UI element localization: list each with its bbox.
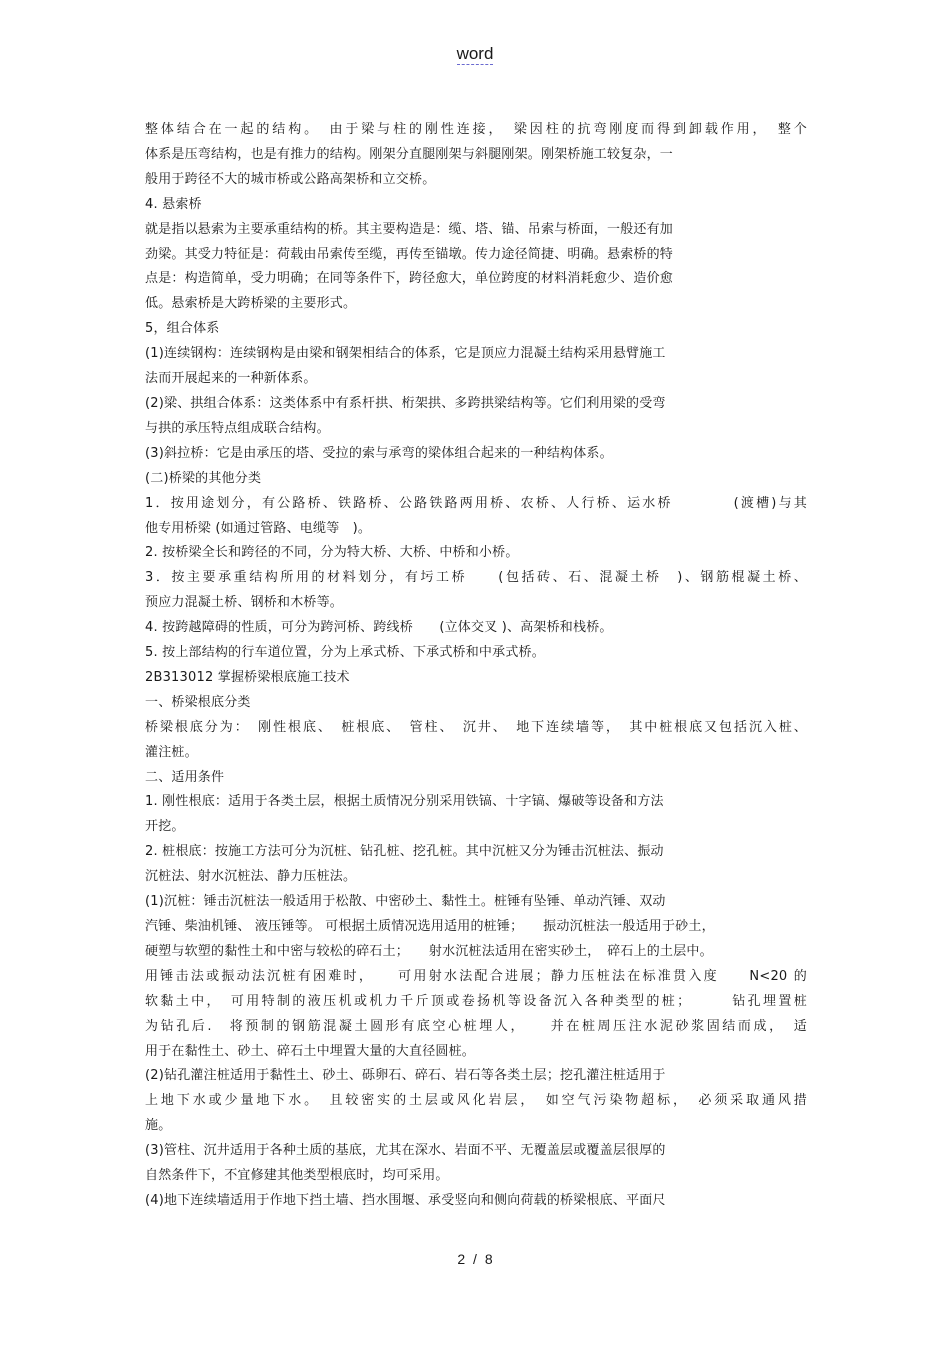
text-line: (1)连续钢构：连续钢构是由梁和钢架相结合的体系，它是顶应力混凝土结构采用悬臂施工 [145,346,666,362]
text-line: 上地下水或少量地下水。 且较密实的土层或风化岩层， 如空气污染物超标， 必须采取通风措 [145,1093,807,1109]
text-line: (2)钻孔灌注桩适用于黏性土、砂土、砾卵石、碎石、岩石等各类土层；挖孔灌注桩适用于 [145,1068,666,1084]
document-body [145,118,807,1214]
text-line: 点是：构造简单，受力明确；在同等条件下，跨径愈大，单位跨度的材料消耗愈少、造价愈 [145,271,674,287]
text-line: 体系是压弯结构，也是有推力的结构。刚架分直腿刚架与斜腿刚架。刚架桥施工较复杂，一 [145,146,674,162]
text-line: 用于在黏性土、砂土、碎石土中埋置大量的大直径圆桩。 [145,1043,476,1059]
text-line: 一、桥梁根底分类 [145,694,251,710]
text-line: 4. 悬索桥 [145,196,202,212]
text-line: 就是指以悬索为主要承重结构的桥。其主要构造是：缆、塔、锚、吊索与桥面，一般还有加 [145,221,674,237]
text-line: 二、适用条件 [145,769,225,785]
text-line: 预应力混凝土桥、钢桥和木桥等。 [145,595,344,611]
text-line: 施。 [145,1118,172,1134]
text-line: 劲梁。其受力特征是：荷载由吊索传至缆，再传至锚墩。传力途径简捷、明确。悬索桥的特 [145,246,674,262]
text-line: 自然条件下，不宜修建其他类型根底时，均可采用。 [145,1168,449,1184]
text-line: 2. 按桥梁全长和跨径的不同，分为特大桥、大桥、中桥和小桥。 [145,545,519,561]
text-line: 硬塑与软塑的黏性土和中密与较松的碎石土； 射水沉桩法适用在密实砂土， 碎石上的土层中。 [145,943,713,959]
text-line: 为钻孔后. 将预制的钢筋混凝土圆形有底空心桩埋人， 并在桩周压注水泥砂浆固结而成， 适 [145,1018,807,1034]
text-line: 1. 刚性根底：适用于各类土层，根据土质情况分别采用铁镐、十字镐、爆破等设备和方法 [145,794,664,810]
text-line: 灌注桩。 [145,744,198,760]
text-line: 汽锤、柴油机锤、 液压锤等。 可根据土质情况选用适用的桩锤； 振动沉桩法一般适用于砂土， [145,919,715,934]
text-line: 法而开展起来的一种新体系。 [145,371,317,387]
text-line: 低。悬索桥是大跨桥梁的主要形式。 [145,296,357,312]
text-line: 他专用桥梁 (如通过管路、电缆等 )。 [145,520,372,536]
text-line: (1)沉桩：锤击沉桩法一般适用于松散、中密砂土、黏性土。桩锤有坠锤、单动汽锤、双动 [145,894,666,910]
page-number: 2 / 8 [457,1251,493,1267]
text-line: 用锤击法或振动法沉桩有困难时， 可用射水法配合进展；静力压桩法在标准贯入度 N<20 的 [145,968,807,984]
text-line: 2. 桩根底：按施工方法可分为沉桩、钻孔桩、挖孔桩。其中沉桩又分为锤击沉桩法、振动 [145,844,664,860]
page-header [0,44,950,64]
text-line: 5，组合体系 [145,321,220,337]
text-line: 软黏土中， 可用特制的液压机或机力千斤顶或卷扬机等设备沉入各种类型的桩； 钻孔埋置桩 [145,993,807,1009]
text-line: 桥梁根底分为： 刚性根底、 桩根底、 管柱、 沉井、 地下连续墙等， 其中桩根底又包括沉入桩、 [145,719,807,735]
text-line: (2)梁、拱组合体系：这类体系中有系杆拱、桁架拱、多跨拱梁结构等。它们利用梁的受弯 [145,395,666,411]
text-line: (3)斜拉桥：它是由承压的塔、受拉的索与承弯的梁体组合起来的一种结构体系。 [145,445,613,461]
text-line: 沉桩法、射水沉桩法、静力压桩法。 [145,869,357,885]
text-line: 开挖。 [145,819,185,835]
text-line: 4. 按跨越障碍的性质，可分为跨河桥、跨线桥 (立体交叉 )、高架桥和栈桥。 [145,620,613,636]
text-line: 2B313012 掌握桥梁根底施工技术 [145,669,350,685]
text-line: (3)管柱、沉井适用于各种土质的基底，尤其在深水、岩面不平、无覆盖层或覆盖层很厚的 [145,1143,666,1159]
text-line: 1．按用途划分，有公路桥、铁路桥、公路铁路两用桥、农桥、人行桥、运水桥 (渡槽)与其 [145,495,807,511]
text-line: 般用于跨径不大的城市桥或公路高架桥和立交桥。 [145,171,436,187]
header-title: word [456,44,494,63]
text-line: 与拱的承压特点组成联合结构。 [145,420,330,436]
text-line: (二)桥梁的其他分类 [145,470,262,486]
text-line: 整体结合在一起的结构。 由于梁与柱的刚性连接， 梁因柱的抗弯刚度而得到卸载作用， 整个 [145,122,807,137]
text-line: 5. 按上部结构的行车道位置，分为上承式桥、下承式桥和中承式桥。 [145,645,545,661]
text-line: 3．按主要承重结构所用的材料划分，有圬工桥 (包括砖、石、混凝土桥 )、钢筋棍凝土桥、 [145,570,807,586]
text-line: (4)地下连续墙适用于作地下挡土墙、挡水围堰、承受竖向和侧向荷载的桥梁根底、平面尺 [145,1192,666,1208]
